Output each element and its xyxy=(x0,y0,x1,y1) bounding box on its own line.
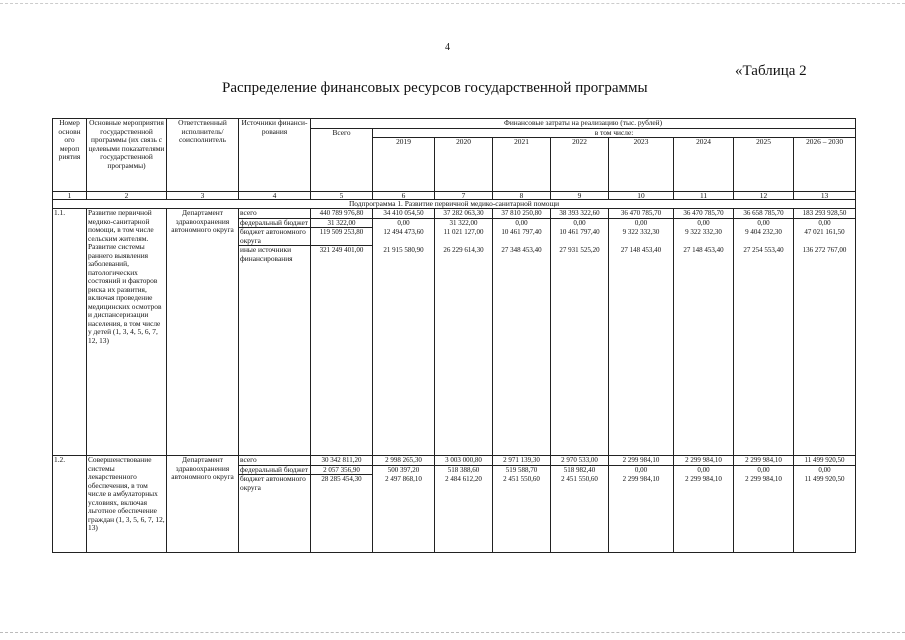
document-title: Распределение финансовых ресурсов государственной программы xyxy=(222,80,648,96)
header-measures: Основные мероприятия государственной программы (их связь с целевыми показателями государственной программы) xyxy=(87,119,167,192)
value-cell: 26 229 614,30 xyxy=(435,246,493,456)
header-num: Номер основн ого мероп риятия xyxy=(53,119,87,192)
funding-source: федеральный бюджет xyxy=(239,465,311,475)
value-cell: 2 299 984,10 xyxy=(609,456,674,466)
value-cell: 27 148 453,40 xyxy=(609,246,674,456)
table-caption: «Таблица 2 xyxy=(735,63,807,79)
value-cell: 36 658 785,70 xyxy=(734,209,794,219)
value-cell: 500 397,20 xyxy=(373,465,435,475)
column-number: 12 xyxy=(734,192,794,200)
value-cell: 10 461 797,40 xyxy=(493,228,551,246)
responsible-executor: Департамент здравоохранения автономного округа xyxy=(167,456,239,553)
header-year: 2021 xyxy=(493,138,551,192)
value-cell: 38 393 322,60 xyxy=(551,209,609,219)
funding-source: федеральный бюджет xyxy=(239,218,311,228)
value-cell: 37 810 250,80 xyxy=(493,209,551,219)
column-number: 2 xyxy=(87,192,167,200)
value-cell: 0,00 xyxy=(493,218,551,228)
value-cell: 440 789 976,80 xyxy=(311,209,373,219)
value-cell: 47 021 161,50 xyxy=(794,228,856,246)
column-number: 11 xyxy=(674,192,734,200)
funding-source: всего xyxy=(239,456,311,466)
scan-edge-top xyxy=(0,3,905,4)
header-year: 2022 xyxy=(551,138,609,192)
column-number: 4 xyxy=(239,192,311,200)
value-cell: 0,00 xyxy=(794,218,856,228)
value-cell: 28 285 454,30 xyxy=(311,475,373,553)
value-cell: 10 461 797,40 xyxy=(551,228,609,246)
table-header xyxy=(53,119,856,192)
subprogram-row xyxy=(53,200,856,209)
header-sources: Источники финанси-рования xyxy=(239,119,311,192)
subprogram-title: Подпрограмма 1. Развитие первичной медико-санитарной помощи xyxy=(53,200,856,209)
value-cell: 11 499 920,50 xyxy=(794,456,856,466)
value-cell: 27 348 453,40 xyxy=(493,246,551,456)
table-row xyxy=(53,456,856,466)
header-year: 2019 xyxy=(373,138,435,192)
value-cell: 27 148 453,40 xyxy=(674,246,734,456)
value-cell: 27 931 525,20 xyxy=(551,246,609,456)
value-cell: 2 299 984,10 xyxy=(734,475,794,553)
measure-description: Совершенствование системы лекарственного обеспечения, в том числе в амбулаторных условиях, включая льготное обеспечение граждан (1, 3, 5, 6, 7, 12, 13) xyxy=(87,456,167,553)
table-row xyxy=(53,209,856,219)
column-number: 6 xyxy=(373,192,435,200)
value-cell: 0,00 xyxy=(551,218,609,228)
value-cell: 31 322,00 xyxy=(311,218,373,228)
column-number: 5 xyxy=(311,192,373,200)
value-cell: 2 998 265,30 xyxy=(373,456,435,466)
value-cell: 0,00 xyxy=(674,218,734,228)
funding-source: всего xyxy=(239,209,311,219)
column-number: 10 xyxy=(609,192,674,200)
header-responsible: Ответственный исполнитель/ соисполнитель xyxy=(167,119,239,192)
header-including: в том числе: xyxy=(373,128,856,138)
column-number: 3 xyxy=(167,192,239,200)
value-cell: 27 254 553,40 xyxy=(734,246,794,456)
funding-source: иные источники финансирования xyxy=(239,246,311,456)
header-total: Всего xyxy=(311,128,373,192)
value-cell: 119 509 253,80 xyxy=(311,228,373,246)
measure-number: 1.2. xyxy=(53,456,87,553)
finance-table xyxy=(52,118,856,553)
value-cell: 12 494 473,60 xyxy=(373,228,435,246)
value-cell: 30 342 811,20 xyxy=(311,456,373,466)
header-fin-costs: Финансовые затраты на реализацию (тыс. рублей) xyxy=(311,119,856,129)
value-cell: 183 293 928,50 xyxy=(794,209,856,219)
measure-number: 1.1. xyxy=(53,209,87,456)
value-cell: 0,00 xyxy=(674,465,734,475)
value-cell: 321 249 401,00 xyxy=(311,246,373,456)
value-cell: 0,00 xyxy=(734,465,794,475)
funding-source: бюджет автономного округа xyxy=(239,228,311,246)
header-year: 2026 – 2030 xyxy=(794,138,856,192)
column-number: 7 xyxy=(435,192,493,200)
value-cell: 0,00 xyxy=(734,218,794,228)
value-cell: 136 272 767,00 xyxy=(794,246,856,456)
value-cell: 2 299 984,10 xyxy=(609,475,674,553)
page-number: 4 xyxy=(445,42,450,53)
header-year: 2023 xyxy=(609,138,674,192)
value-cell: 11 021 127,00 xyxy=(435,228,493,246)
value-cell: 2 299 984,10 xyxy=(674,456,734,466)
header-year: 2020 xyxy=(435,138,493,192)
column-number-row xyxy=(53,192,856,200)
value-cell: 519 588,70 xyxy=(493,465,551,475)
value-cell: 36 470 785,70 xyxy=(609,209,674,219)
value-cell: 2 451 550,60 xyxy=(493,475,551,553)
value-cell: 518 982,40 xyxy=(551,465,609,475)
value-cell: 2 497 868,10 xyxy=(373,475,435,553)
column-number: 8 xyxy=(493,192,551,200)
value-cell: 2 057 356,90 xyxy=(311,465,373,475)
value-cell: 2 451 550,60 xyxy=(551,475,609,553)
measure-description: Развитие первичной медико-санитарной помощи, в том числе сельским жителям. Развитие системы раннего выявления заболеваний, патологических состояний и факторов риска их развития, включая проведение медицинских осмотров и диспансеризации населения, в том числе у детей (1, 3, 4, 5, 6, 7, 12, 13) xyxy=(87,209,167,456)
value-cell: 2 484 612,20 xyxy=(435,475,493,553)
value-cell: 2 970 533,00 xyxy=(551,456,609,466)
responsible-executor: Департамент здравоохранения автономного округа xyxy=(167,209,239,456)
value-cell: 37 282 063,30 xyxy=(435,209,493,219)
value-cell: 2 299 984,10 xyxy=(734,456,794,466)
value-cell: 34 410 054,50 xyxy=(373,209,435,219)
header-year: 2024 xyxy=(674,138,734,192)
funding-source: бюджет автономного округа xyxy=(239,475,311,553)
value-cell: 2 971 139,30 xyxy=(493,456,551,466)
value-cell: 518 388,60 xyxy=(435,465,493,475)
scan-edge-bottom xyxy=(0,632,905,633)
value-cell: 11 499 920,50 xyxy=(794,475,856,553)
value-cell: 0,00 xyxy=(609,218,674,228)
value-cell: 31 322,00 xyxy=(435,218,493,228)
value-cell: 0,00 xyxy=(794,465,856,475)
value-cell: 21 915 580,90 xyxy=(373,246,435,456)
value-cell: 0,00 xyxy=(373,218,435,228)
value-cell: 9 404 232,30 xyxy=(734,228,794,246)
column-number: 1 xyxy=(53,192,87,200)
value-cell: 9 322 332,30 xyxy=(674,228,734,246)
value-cell: 3 003 000,80 xyxy=(435,456,493,466)
header-year: 2025 xyxy=(734,138,794,192)
value-cell: 36 470 785,70 xyxy=(674,209,734,219)
column-number: 9 xyxy=(551,192,609,200)
value-cell: 2 299 984,10 xyxy=(674,475,734,553)
column-number: 13 xyxy=(794,192,856,200)
value-cell: 0,00 xyxy=(609,465,674,475)
value-cell: 9 322 332,30 xyxy=(609,228,674,246)
